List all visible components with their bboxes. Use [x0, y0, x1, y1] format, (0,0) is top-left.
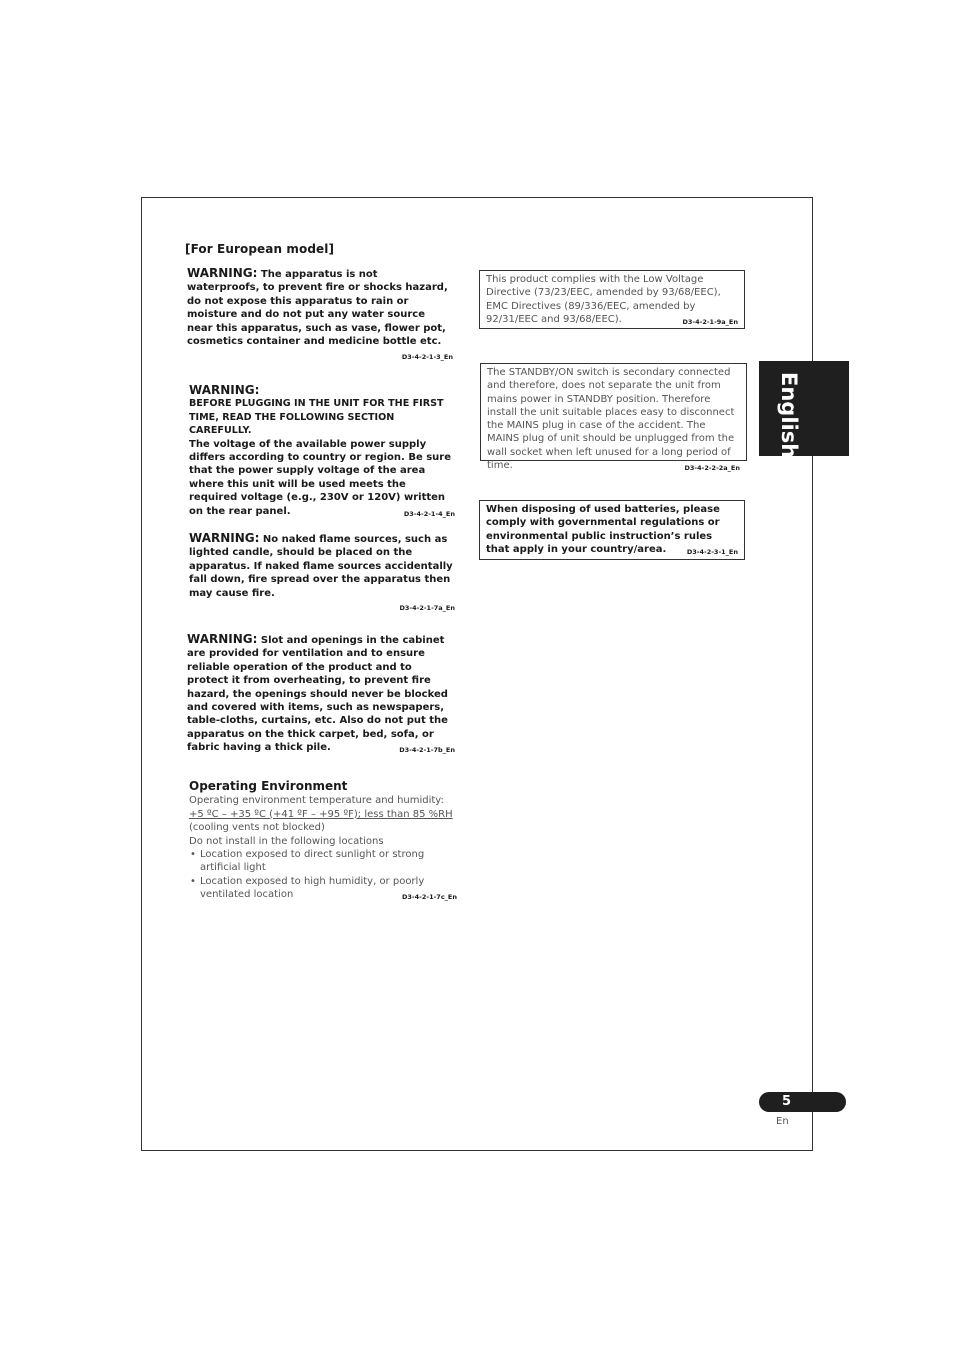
doc-code: D3-4-2-3-1_En [686, 547, 738, 556]
standby-box [480, 363, 747, 473]
warning-label: WARNING: [187, 266, 258, 280]
warning-text: The voltage of the available power supply differs according to country or region. Be sure that the power supply voltage of the area where this unit will be used meets the required voltage (e.g., 230V or 120V) written on the rear panel. [189, 438, 451, 517]
standby-text: The STANDBY/ON switch is secondary connected and therefore, does not separate the unit from mains power in STANDBY position. Therefore install the unit suitable places easy to disconnect the MAINS plug in case of the accident. The MAINS plug of unit should be unplugged from the wall socket when left unused for a long period of time. [487, 367, 735, 472]
operating-range: +5 ºC – +35 ºC (+41 ºF – +95 ºF); less than 85 %RH [189, 808, 453, 820]
battery-box [479, 500, 745, 560]
warning-label: WARNING: [189, 531, 260, 545]
warning-caps-text: BEFORE PLUGGING IN THE UNIT FOR THE FIRST TIME, READ THE FOLLOWING SECTION CAREFULLY. [189, 398, 444, 437]
location-list [189, 848, 457, 902]
doc-code: D3-4-2-1-4_En [403, 509, 455, 518]
warning-naked-flame [189, 532, 455, 615]
warning-waterproof [187, 267, 453, 365]
operating-environment [189, 780, 457, 905]
compliance-box [479, 270, 745, 329]
list-item: • Location exposed to direct sunlight or strong artificial light [189, 848, 457, 875]
doc-code: D3-4-2-2-2a_En [684, 464, 740, 473]
warning-text: The apparatus is not waterproofs, to prevent fire or shocks hazard, do not expose this apparatus to rain or moisture and do not put any water source near this apparatus, such as vase, flower pot, cosmetics container and medicine bottle etc. [187, 269, 448, 348]
page-number-badge [759, 1092, 846, 1112]
battery-text: When disposing of used batteries, please comply with governmental regulations or environmental public instruction’s rules that apply in your country/area. [486, 504, 720, 555]
warning-label: WARNING: [189, 383, 260, 397]
doc-code: D3-4-2-1-9a_En [682, 317, 738, 326]
compliance-text: This product complies with the Low Voltage Directive (73/23/EEC, amended by 93/68/EEC), EMC Directives (89/336/EEC, amended by 92/31/EEC and 93/68/EEC). [486, 274, 721, 325]
page-number: 5 [781, 1094, 792, 1109]
doc-code: D3-4-2-1-3_En [401, 353, 453, 362]
language-tab-label: English [777, 372, 801, 459]
warning-ventilation [187, 633, 455, 758]
operating-title: Operating Environment [189, 779, 348, 793]
page-language: En [776, 1116, 789, 1127]
operating-line: Do not install in the following locations [189, 835, 384, 847]
warning-text: No naked flame sources, such as lighted candle, should be placed on the apparatus. If naked flame sources accidentally fall down, fire spread over the apparatus then may cause fire. [189, 534, 453, 599]
warning-label: WARNING: [187, 632, 258, 646]
list-item: • Location exposed to high humidity, or poorly ventilated location D3-4-2-1-7c_En [189, 875, 457, 902]
warning-text: Slot and openings in the cabinet are provided for ventilation and to ensure reliable operation of the product and to protect it from overheating, to prevent fire hazard, the openings should never be blocked and covered with items, such as newspapers, table-cloths, curtains, etc. Also do not put the apparatus on the thick carpet, bed, sofa, or fabric having a thick pile. [187, 635, 448, 754]
doc-code: D3-4-2-1-7a_En [399, 604, 455, 613]
operating-line: (cooling vents not blocked) [189, 822, 325, 834]
language-tab [759, 361, 849, 459]
doc-code: D3-4-2-1-7b_En [399, 746, 455, 755]
section-heading: [For European model] [185, 242, 335, 256]
doc-code: D3-4-2-1-7c_En [402, 893, 457, 902]
warning-power-supply [189, 384, 455, 521]
operating-line: Operating environment temperature and humidity: [189, 795, 444, 807]
